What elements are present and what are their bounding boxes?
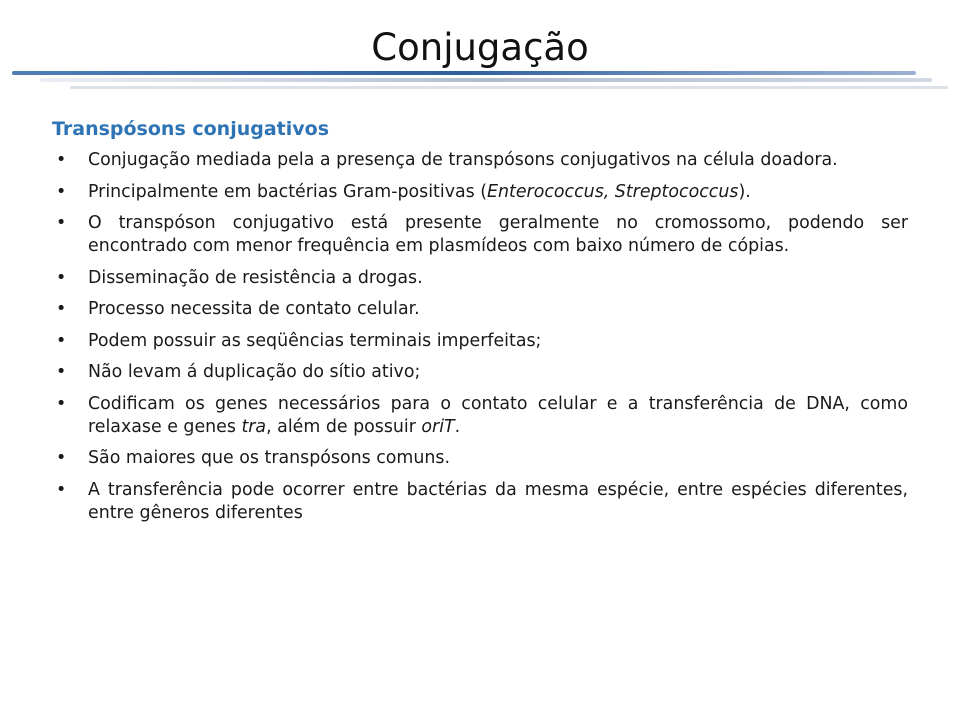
bullet-icon: •: [56, 150, 67, 170]
bullet-item: [52, 361, 908, 384]
section-heading: Transpósons conjugativos: [52, 118, 330, 140]
title-rule-primary: [12, 71, 916, 75]
bullet-icon: •: [56, 267, 67, 288]
bullet-text: Codificam os genes necessários para o contato celular e a transferência de DNA, como relaxase e genes: [88, 393, 908, 437]
bullet-item: [52, 447, 908, 470]
bullet-icon: •: [56, 299, 67, 319]
bullet-text-italic: tra: [241, 416, 267, 437]
bullet-item: [52, 298, 908, 321]
bullet-text: .: [454, 416, 461, 437]
bullet-icon: •: [56, 393, 67, 414]
bullet-icon: •: [56, 448, 67, 468]
bullet-text: A transferência pode ocorrer entre bactérias da mesma espécie, entre espécies diferentes, entre gêneros diferentes: [88, 479, 908, 523]
bullet-text: Processo necessita de contato celular.: [88, 299, 420, 319]
bullet-icon: •: [56, 213, 67, 233]
slide-content: [52, 116, 908, 533]
bullet-text: ).: [738, 181, 751, 202]
title-rule-faint: [70, 86, 948, 89]
bullet-icon: •: [56, 479, 67, 500]
bullet-text: Conjugação mediada pela a presença de transpósons conjugativos na célula doadora.: [88, 150, 838, 170]
bullet-text-italic: oriT: [421, 416, 455, 437]
bullet-item: [52, 212, 908, 258]
bullet-text: O transpóson conjugativo está presente geralmente no cromossomo, podendo ser encontrado com menor frequência em plasmídeos com baixo número de cópias.: [88, 213, 908, 256]
bullet-item: [52, 479, 908, 525]
bullet-item: [52, 267, 908, 290]
bullet-item: [52, 181, 908, 204]
bullet-text: , além de possuir: [266, 416, 422, 437]
slide-title: Conjugação: [371, 26, 589, 69]
bullet-text: Disseminação de resistência a drogas.: [88, 267, 423, 288]
bullet-icon: •: [56, 330, 67, 351]
bullet-text: Não levam á duplicação do sítio ativo;: [88, 362, 421, 382]
title-underline-decoration: [0, 68, 960, 98]
bullet-item: [52, 330, 908, 353]
bullet-item: [52, 149, 908, 172]
title-rule-shadow: [40, 78, 932, 82]
bullet-list: [52, 149, 908, 525]
bullet-icon: •: [56, 362, 67, 382]
bullet-text: São maiores que os transpósons comuns.: [88, 448, 450, 468]
bullet-item: [52, 393, 908, 439]
bullet-text: Principalmente em bactérias Gram-positivas (: [88, 181, 488, 202]
bullet-text: Podem possuir as seqüências terminais imperfeitas;: [88, 330, 542, 351]
bullet-icon: •: [56, 181, 67, 202]
bullet-text-italic: Enterococcus, Streptococcus: [487, 181, 739, 202]
